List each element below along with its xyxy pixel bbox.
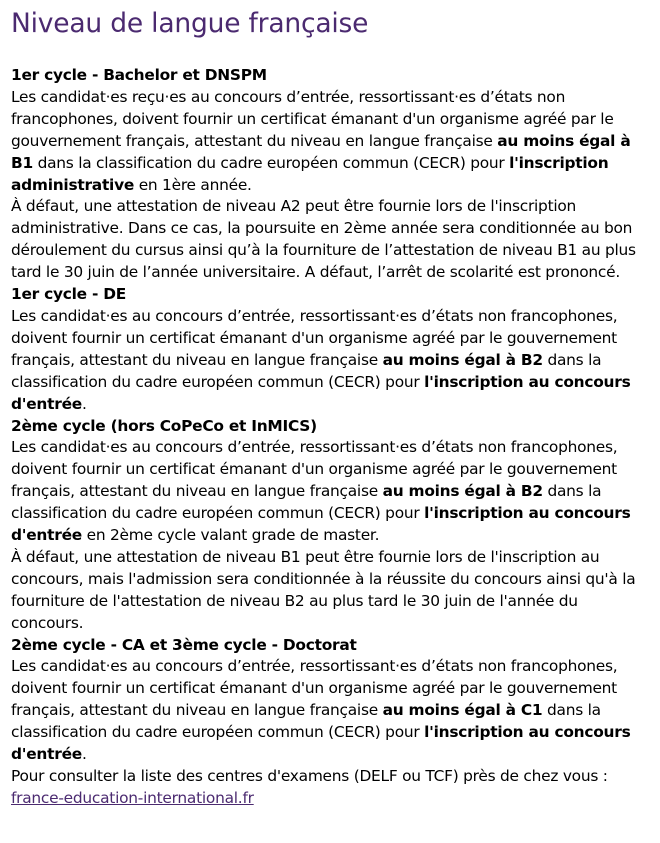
- text-run: Les candidat·es reçu·es au concours d’entrée, ressortissant·es d’états non francophones, doivent fournir un certificat émanant d'un organisme agréé par le gouvernement français, attestant du niveau en langue française: [11, 87, 614, 150]
- emphasis-inscription: l'inscription au concours d'entrée: [11, 372, 631, 413]
- section-paragraph: [11, 656, 649, 766]
- exam-centers-text: Pour consulter la liste des centres d'examens (DELF ou TCF) près de chez vous :: [11, 767, 608, 785]
- text-run: en 2ème cycle valant grade de master.: [81, 526, 380, 545]
- section-heading: 2ème cycle - CA et 3ème cycle - Doctorat: [11, 635, 357, 654]
- text-run: .: [81, 394, 87, 413]
- emphasis-inscription: l'inscription au concours d'entrée: [11, 504, 631, 545]
- section-heading: 1er cycle - DE: [11, 285, 126, 304]
- text-run: .: [81, 745, 87, 764]
- emphasis-inscription: l'inscription administrative: [11, 153, 609, 194]
- section-paragraph: [11, 87, 649, 197]
- section-paragraph-fallback: À défaut, une attestation de niveau A2 peut être fournie lors de l'inscription administrative. Dans ce cas, la poursuite en 2ème année sera conditionnée au bon déroulement du cursus ainsi qu’à la fourniture de l’attestation de niveau B1 au plus tard le 30 juin de l’année universitaire. A défaut, l’arrêt de scolarité est prononcé.: [11, 197, 636, 282]
- content: [11, 65, 649, 810]
- text-run: en 1ère année.: [134, 175, 252, 194]
- emphasis-level: au moins égal à C1: [382, 701, 543, 720]
- text-run: Les candidat·es au concours d’entrée, ressortissant·es d’états non francophones, doivent fournir un certificat émanant d'un organisme agréé par le gouvernement français, attestant du niveau en langue française: [11, 306, 618, 369]
- text-run: dans la classification du cadre européen commun (CECR) pour: [11, 701, 601, 742]
- link-line: [11, 788, 649, 810]
- section-bachelor-dnspm: [11, 65, 649, 284]
- section-heading: 1er cycle - Bachelor et DNSPM: [11, 66, 267, 84]
- section-heading: 2ème cycle (hors CoPeCo et InMICS): [11, 416, 317, 435]
- text-run: Les candidat·es au concours d’entrée, ressortissant·es d’états non francophones, doivent fournir un certificat émanant d'un organisme agréé par le gouvernement français, attestant du niveau en langue française: [11, 438, 618, 501]
- section-2eme-cycle: [11, 416, 649, 635]
- section-paragraph: [11, 306, 649, 416]
- text-run: dans la classification du cadre européen commun (CECR) pour: [11, 482, 602, 523]
- emphasis-level: au moins égal à B2: [382, 350, 543, 369]
- france-education-international-link[interactable]: france-education-international.fr: [11, 788, 254, 807]
- section-de: [11, 284, 649, 415]
- text-run: Les candidat·es au concours d’entrée, ressortissant·es d’états non francophones, doivent fournir un certificat émanant d'un organisme agréé par le gouvernement français, attestant du niveau en langue française: [11, 657, 618, 720]
- emphasis-inscription: l'inscription au concours d'entrée: [11, 723, 631, 764]
- page-title: Niveau de langue française: [11, 8, 369, 39]
- section-paragraph-fallback: À défaut, une attestation de niveau B1 peut être fournie lors de l'inscription au concours, mais l'admission sera conditionnée à la réussite du concours ainsi qu'à la fourniture de l'attestation de niveau B2 au plus tard le 30 juin de l'année du concours.: [11, 547, 636, 632]
- emphasis-level: au moins égal à B1: [11, 131, 631, 172]
- emphasis-level: au moins égal à B2: [382, 482, 543, 501]
- text-run: dans la classification du cadre européen commun (CECR) pour: [11, 350, 602, 391]
- section-ca-doctorat: [11, 635, 649, 810]
- section-paragraph: [11, 437, 649, 547]
- text-run: dans la classification du cadre européen commun (CECR) pour: [32, 153, 510, 172]
